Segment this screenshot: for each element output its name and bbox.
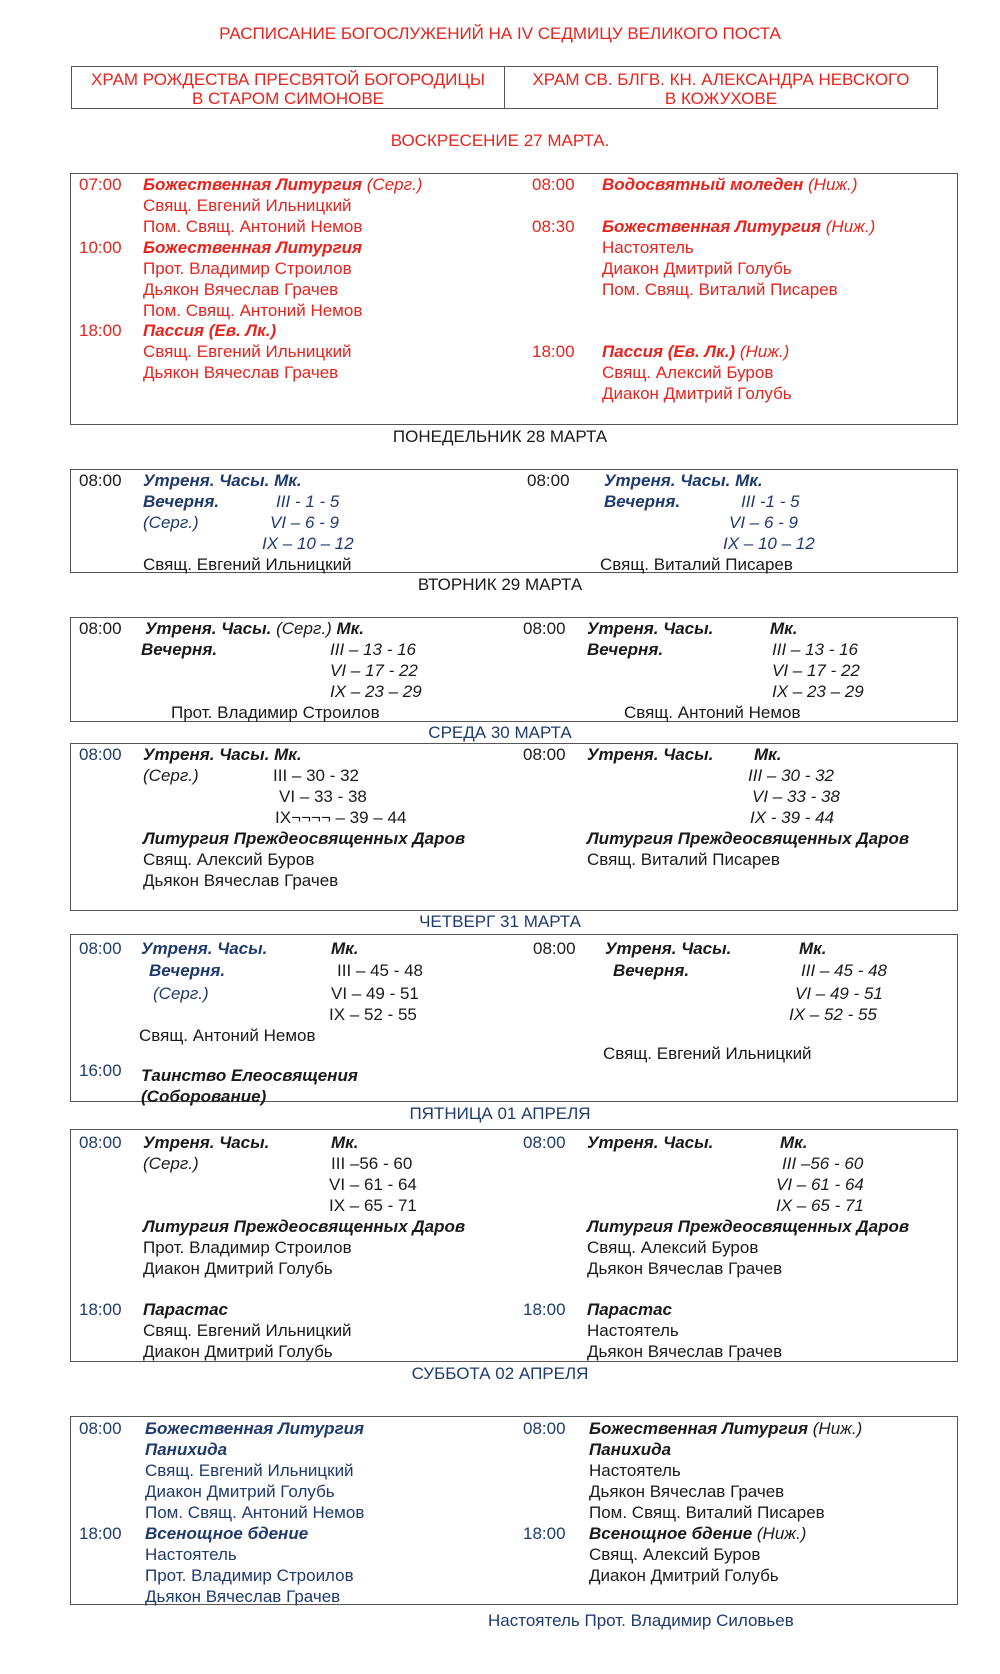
reading: III – 13 - 16 <box>772 640 858 659</box>
clergy: Пом. Свящ. Виталий Писарев <box>589 1503 825 1522</box>
service-name: Вечерня. <box>604 492 681 511</box>
time: 08:00 <box>523 745 566 764</box>
service-name <box>602 175 857 195</box>
time: 10:00 <box>79 238 122 257</box>
service-name: Вечерня. <box>613 961 690 980</box>
clergy: Дьякон Вячеслав Грачев <box>143 280 339 299</box>
time: 08:00 <box>523 619 566 638</box>
time: 07:00 <box>79 175 122 194</box>
service-note: (Ниж.) <box>803 175 858 194</box>
service-name: Утреня. Часы. <box>587 1133 714 1152</box>
clergy: Диакон Дмитрий Голубь <box>602 384 792 403</box>
day-title-monday: ПОНЕДЕЛЬНИК 28 МАРТА <box>392 427 608 446</box>
time: 08:00 <box>523 1419 566 1438</box>
reading: VI – 6 - 9 <box>270 513 339 532</box>
service-name: Парастас <box>587 1300 672 1319</box>
time: 16:00 <box>79 1061 122 1080</box>
time: 18:00 <box>523 1300 566 1319</box>
clergy: Настоятель <box>587 1321 679 1340</box>
temple-left-line1: ХРАМ РОЖДЕСТВА ПРЕСВЯТОЙ БОГОРОДИЦЫ <box>91 70 485 89</box>
reading: VI – 61 - 64 <box>329 1175 417 1194</box>
clergy: Дьякон Вячеслав Грачев <box>589 1482 785 1501</box>
day-title-wednesday: СРЕДА 30 МАРТА <box>428 723 572 742</box>
service-name-text: Божественная Литургия <box>143 175 363 194</box>
time: 08:00 <box>79 619 122 638</box>
reading: IX – 23 – 29 <box>772 682 864 701</box>
service-name: Божественная Литургия <box>145 1419 365 1438</box>
service-name-text: Всенощное бдение <box>589 1524 753 1543</box>
clergy: Пом. Свящ. Антоний Немов <box>143 301 363 320</box>
service-name: Вечерня. <box>143 492 220 511</box>
clergy: Дьякон Вячеслав Грачев <box>143 363 339 382</box>
service-name: Вечерня. <box>149 961 226 980</box>
service-name: Таинство Елеосвящения <box>141 1066 358 1085</box>
reading: III – 30 - 32 <box>273 766 359 785</box>
clergy: Пом. Свящ. Антоний Немов <box>143 217 363 236</box>
clergy: Свящ. Виталий Писарев <box>600 555 793 574</box>
service-name: Панихида <box>589 1440 672 1459</box>
clergy: Свящ. Алексий Буров <box>587 1238 759 1257</box>
reading: III – 45 - 48 <box>337 961 423 980</box>
temples-header <box>71 66 938 109</box>
service-note: (Серг.) <box>276 619 332 638</box>
service-name: Пассия (Ев. Лк.) <box>143 321 277 340</box>
clergy: Диакон Дмитрий Голубь <box>589 1566 779 1585</box>
service-note: (Ниж.) <box>821 217 876 236</box>
reading: IX – 10 – 12 <box>262 534 354 553</box>
clergy: Свящ. Евгений Ильницкий <box>603 1044 812 1063</box>
time: 08:00 <box>79 1419 122 1438</box>
service-name: Утреня. Часы. <box>587 619 714 638</box>
reading: VI – 6 - 9 <box>729 513 798 532</box>
service-name: Вечерня. <box>141 640 218 659</box>
time: 08:00 <box>527 471 570 490</box>
day-title-saturday: СУББОТА 02 АПРЕЛЯ <box>411 1364 589 1383</box>
service-name <box>602 342 789 362</box>
reading: IX – 52 - 55 <box>789 1005 877 1024</box>
service-name <box>602 217 875 237</box>
service-name: Литургия Преждеосвященных Даров <box>143 1217 466 1236</box>
reading: III – 30 - 32 <box>748 766 834 785</box>
reading: III – 13 - 16 <box>330 640 416 659</box>
service-name: Утреня. Часы. <box>141 939 268 958</box>
service-name-text: Водосвятный моледен <box>602 175 804 194</box>
clergy: Прот. Владимир Строилов <box>143 259 352 278</box>
service-note: (Серг.) <box>362 175 423 194</box>
clergy: Свящ. Евгений Ильницкий <box>143 1321 352 1340</box>
reading: IX¬¬¬¬ – 39 – 44 <box>275 808 407 827</box>
service-name: Литургия Преждеосвященных Даров <box>587 1217 910 1236</box>
service-note: (Ниж.) <box>808 1419 863 1438</box>
time: 18:00 <box>79 321 122 340</box>
reading: IX – 23 – 29 <box>330 682 422 701</box>
clergy: Пом. Свящ. Виталий Писарев <box>602 280 838 299</box>
clergy: Настоятель <box>145 1545 237 1564</box>
clergy: Прот. Владимир Строилов <box>171 703 380 722</box>
clergy: Свящ. Антоний Немов <box>139 1026 316 1045</box>
reading: III - 1 - 5 <box>276 492 340 511</box>
service-name <box>589 1419 862 1439</box>
service-note: (Серг.) <box>143 513 199 532</box>
clergy: Свящ. Антоний Немов <box>624 703 801 722</box>
service-name: Литургия Преждеосвященных Даров <box>587 829 910 848</box>
service-name-text: Мк. <box>331 619 364 638</box>
temple-right <box>505 67 937 108</box>
clergy: Свящ. Алексий Буров <box>602 363 774 382</box>
service-name: Утреня. Часы. <box>587 745 714 764</box>
clergy: Диакон Дмитрий Голубь <box>602 259 792 278</box>
clergy: Дьякон Вячеслав Грачев <box>143 871 339 890</box>
service-name-text: Божественная Литургия <box>602 217 822 236</box>
service-note: (Серг.) <box>153 984 209 1003</box>
time: 08:00 <box>79 939 122 958</box>
service-name-text: Божественная Литургия <box>589 1419 809 1438</box>
reading: VI – 33 - 38 <box>279 787 367 806</box>
time: 08:00 <box>79 471 122 490</box>
temple-right-line2: В КОЖУХОВЕ <box>664 89 778 108</box>
day-title-sunday: ВОСКРЕСЕНИЕ 27 МАРТА. <box>390 131 610 150</box>
clergy: Свящ. Виталий Писарев <box>587 850 780 869</box>
time: 08:00 <box>523 1133 566 1152</box>
service-name: Всенощное бдение <box>145 1524 309 1543</box>
service-name: Утреня. Часы. <box>605 939 732 958</box>
clergy: Диакон Дмитрий Голубь <box>143 1259 333 1278</box>
day-title-tuesday: ВТОРНИК 29 МАРТА <box>417 575 583 594</box>
service-name: Мк. <box>770 619 798 638</box>
service-name: Литургия Преждеосвященных Даров <box>143 829 466 848</box>
clergy: Свящ. Алексий Буров <box>143 850 315 869</box>
service-name: Божественная Литургия <box>143 238 363 257</box>
time: 08:00 <box>532 175 575 194</box>
reading: IX – 65 - 71 <box>329 1196 417 1215</box>
reading: IX – 52 - 55 <box>329 1005 417 1024</box>
service-note: (Серг.) <box>143 766 199 785</box>
reading: VI – 17 - 22 <box>330 661 418 680</box>
service-name: Мк. <box>780 1133 808 1152</box>
reading: III – 45 - 48 <box>801 961 887 980</box>
reading: VI – 17 - 22 <box>772 661 860 680</box>
reading: IX – 10 – 12 <box>723 534 815 553</box>
service-name: Утреня. Часы. Мк. <box>143 471 302 490</box>
reading: IX - 39 - 44 <box>750 808 835 827</box>
clergy: Прот. Владимир Строилов <box>145 1566 354 1585</box>
clergy: Дьякон Вячеслав Грачев <box>587 1259 783 1278</box>
service-name <box>145 619 364 639</box>
clergy: Свящ. Алексий Буров <box>589 1545 761 1564</box>
clergy: Диакон Дмитрий Голубь <box>143 1342 333 1361</box>
time: 08:00 <box>533 939 576 958</box>
reading: III –56 - 60 <box>782 1154 864 1173</box>
clergy: Пом. Свящ. Антоний Немов <box>145 1503 365 1522</box>
service-name: Мк. <box>331 939 359 958</box>
clergy: Свящ. Евгений Ильницкий <box>143 555 352 574</box>
service-name: (Соборование) <box>141 1087 267 1106</box>
time: 18:00 <box>523 1524 566 1543</box>
service-name: Вечерня. <box>587 640 664 659</box>
reading: VI – 33 - 38 <box>752 787 840 806</box>
service-name: Парастас <box>143 1300 228 1319</box>
reading: VI – 61 - 64 <box>776 1175 864 1194</box>
reading: III -1 - 5 <box>741 492 800 511</box>
service-note: (Ниж.) <box>752 1524 807 1543</box>
reading: IX – 65 - 71 <box>776 1196 864 1215</box>
day-title-friday: ПЯТНИЦА 01 АПРЕЛЯ <box>409 1104 591 1123</box>
clergy: Диакон Дмитрий Голубь <box>145 1482 335 1501</box>
service-name <box>589 1524 806 1544</box>
clergy: Настоятель <box>602 238 694 257</box>
rector-signature: Настоятель Прот. Владимир Силовьев <box>488 1611 794 1630</box>
service-name: Утреня. Часы. Мк. <box>604 471 763 490</box>
service-name-text: Пассия (Ев. Лк.) <box>602 342 736 361</box>
time: 18:00 <box>532 342 575 361</box>
temple-left <box>72 67 505 108</box>
temple-right-line1: ХРАМ СВ. БЛГВ. КН. АЛЕКСАНДРА НЕВСКОГО <box>532 70 910 89</box>
reading: VI – 49 - 51 <box>331 984 419 1003</box>
temple-left-line2: В СТАРОМ СИМОНОВЕ <box>191 89 385 108</box>
clergy: Свящ. Евгений Ильницкий <box>143 196 352 215</box>
time: 08:30 <box>532 217 575 236</box>
service-name-text: Утреня. Часы. <box>145 619 277 638</box>
clergy: Свящ. Евгений Ильницкий <box>145 1461 354 1480</box>
day-title-thursday: ЧЕТВЕРГ 31 МАРТА <box>419 912 581 931</box>
service-name: Утреня. Часы. Мк. <box>143 745 302 764</box>
time: 08:00 <box>79 745 122 764</box>
service-name <box>143 175 422 195</box>
service-note: (Серг.) <box>143 1154 199 1173</box>
reading: VI – 49 - 51 <box>795 984 883 1003</box>
clergy: Свящ. Евгений Ильницкий <box>143 342 352 361</box>
clergy: Дьякон Вячеслав Грачев <box>145 1587 341 1606</box>
service-name: Мк. <box>799 939 827 958</box>
clergy: Дьякон Вячеслав Грачев <box>587 1342 783 1361</box>
service-note: (Ниж.) <box>735 342 790 361</box>
clergy: Прот. Владимир Строилов <box>143 1238 352 1257</box>
service-name: Утреня. Часы. <box>143 1133 270 1152</box>
service-name: Мк. <box>331 1133 359 1152</box>
time: 08:00 <box>79 1133 122 1152</box>
clergy: Настоятель <box>589 1461 681 1480</box>
time: 18:00 <box>79 1300 122 1319</box>
service-name: Мк. <box>754 745 782 764</box>
page-title: РАСПИСАНИЕ БОГОСЛУЖЕНИЙ НА IV СЕДМИЦУ ВЕЛИКОГО ПОСТА <box>219 24 781 43</box>
time: 18:00 <box>79 1524 122 1543</box>
service-name: Панихида <box>145 1440 228 1459</box>
reading: III –56 - 60 <box>331 1154 413 1173</box>
